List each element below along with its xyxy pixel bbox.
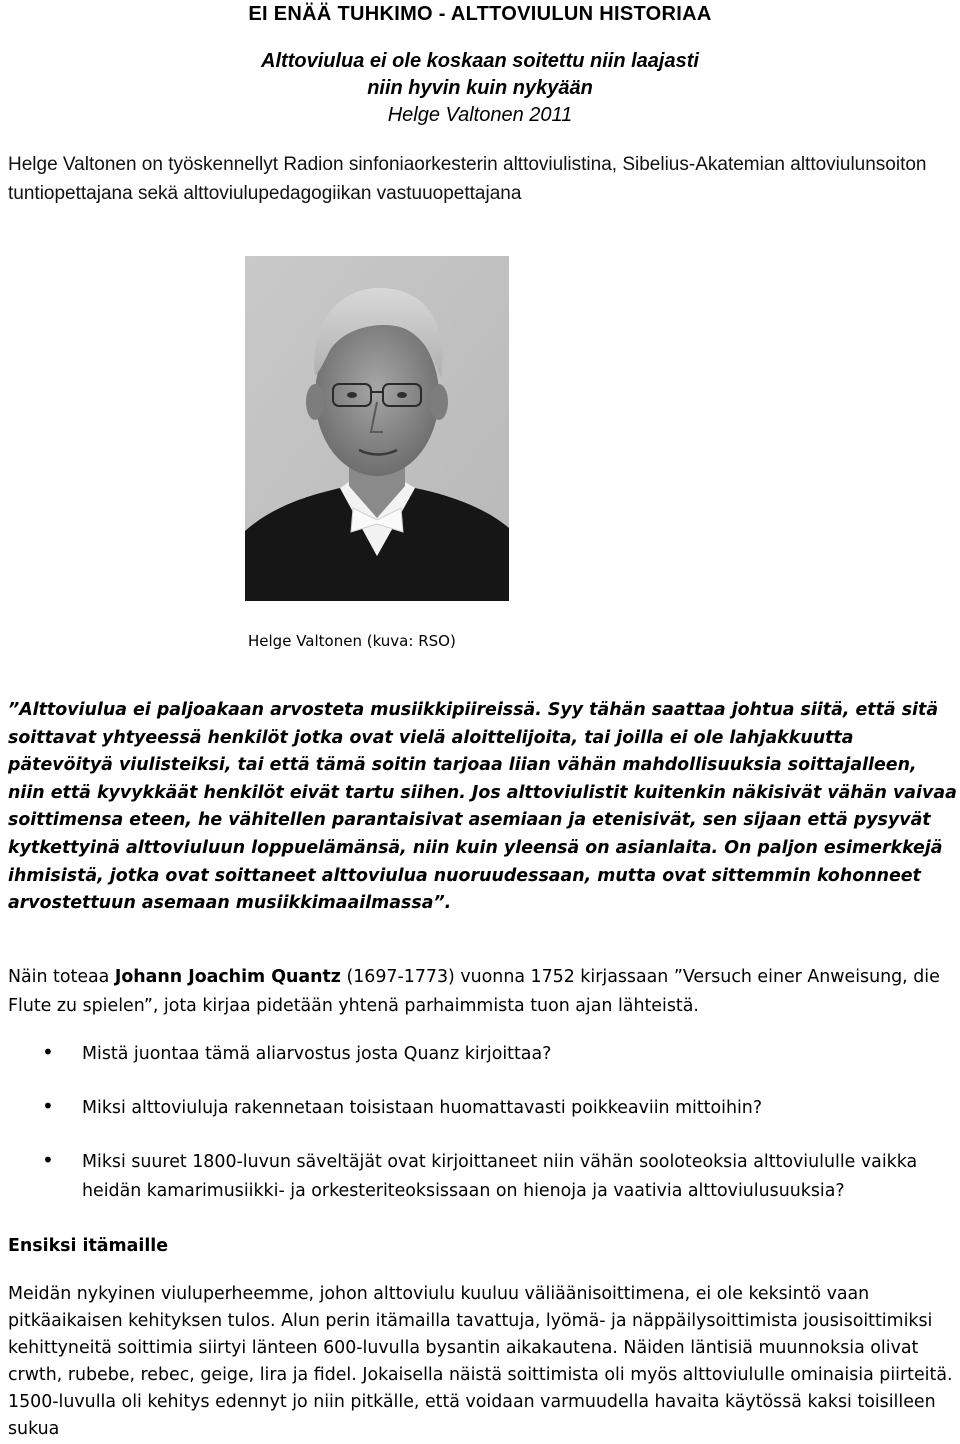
list-item [0, 1040, 950, 1069]
photo-caption: Helge Valtonen (kuva: RSO) [248, 632, 456, 650]
history-paragraph: Meidän nykyinen viuluperheemme, johon alttoviulu kuuluu väliäänisoittimena, ei ole keksintö vaan pitkäaikaisen kehityksen tulos. Alun perin itämailla tavattuja, lyömä- ja näppäilysoittimista jousisoittimiksi kehittyneitä soittimia siirtyi länteen 600-luvulla bysantin aikakautena. Näiden läntisiä muunnoksia olivat crwth, rubebe, rebec, geige, lira ja fidel. Jokaisella näistä soittimista oli myös alttoviululle ominaisia piirteitä. 1500-luvulla oli kehitys edennyt jo niin pitkälle, että voidaan varmuudella havaita käytössä kaksi toisilleen sukua [8, 1284, 953, 1439]
bullet-icon: • [42, 1040, 54, 1064]
list-item [0, 1094, 950, 1123]
quantz-quote: ”Alttoviulua ei paljoakaan arvosteta musiikkipiireissä. Syy tähän saattaa johtua siitä, että sitä soittavat yhtyeessä henkilöt jotka ovat vielä aloittelijoita, tai joilla ei ole lahjakkuutta pätevöityä viulisteiksi, tai että tämä soitin tarjoaa liian vähän mahdollisuuksia soittajalleen, niin että kyvykkäät henkilöt eivät tartu siihen. Jos alttoviulistit kuitenkin näkisivät vähän vaivaa soittimensa eteen, he vähitellen parantaisivat asemiaan ja etenisivät, sen sijaan että pysyvät kytkettyinä alttoviuluun loppuelämänsä, niin kuin yleensä on asianlaita. On paljon esimerkkejä ihmisistä, jotka ovat soittaneet alttoviulua nuoruudessaan, mutta ovat sittemmin kohonneet arvostettuun asemaan musiikkimaailmassa”. [8, 700, 957, 914]
bullet-icon: • [42, 1094, 54, 1118]
bullet-icon: • [42, 1148, 54, 1172]
question-text: Miksi alttoviuluja rakennetaan toisistaan huomattavasti poikkeaviin mittoihin? [82, 1098, 763, 1118]
portrait-photo-icon [245, 256, 509, 601]
subtitle-block [0, 48, 960, 129]
question-list [0, 1040, 950, 1231]
intro-paragraph: Helge Valtonen on työskennellyt Radion sinfoniaorkesterin alttoviulistina, Sibelius-Akatemian alttoviulunsoiton tuntiopettajana sekä alttoviulupedagogiikan vastuuopettajana [8, 154, 927, 204]
section-heading: Ensiksi itämaille [8, 1236, 169, 1256]
subtitle-line-1: Alttoviulua ei ole koskaan soitettu niin laajasti [261, 50, 699, 72]
subtitle-author: Helge Valtonen 2011 [387, 104, 573, 126]
portrait-photo [245, 256, 509, 601]
para1-prefix: Näin toteaa [8, 967, 115, 987]
list-item [0, 1148, 950, 1206]
question-text: Miksi suuret 1800-luvun säveltäjät ovat kirjoittaneet niin vähän sooloteoksia alttoviululle vaikka heidän kamarimusiikki- ja orkesteriteoksissaan on hienoja ja vaativia alttoviulusuuksia? [82, 1152, 918, 1201]
subtitle-line-2: niin hyvin kuin nykyään [367, 77, 593, 99]
para1-suffix: (1697-1773) vuonna 1752 kirjassaan ”Versuch einer Anweisung, die Flute zu spielen”, jota kirjaa pidetään yhtenä parhaimmista tuon ajan lähteistä. [8, 967, 940, 1016]
document-title: EI ENÄÄ TUHKIMO - ALTTOVIULUN HISTORIAA [248, 3, 712, 25]
quantz-paragraph [8, 963, 958, 1021]
question-text: Mistä juontaa tämä aliarvostus josta Quanz kirjoittaa? [82, 1044, 552, 1064]
quantz-name: Johann Joachim Quantz [114, 967, 341, 987]
